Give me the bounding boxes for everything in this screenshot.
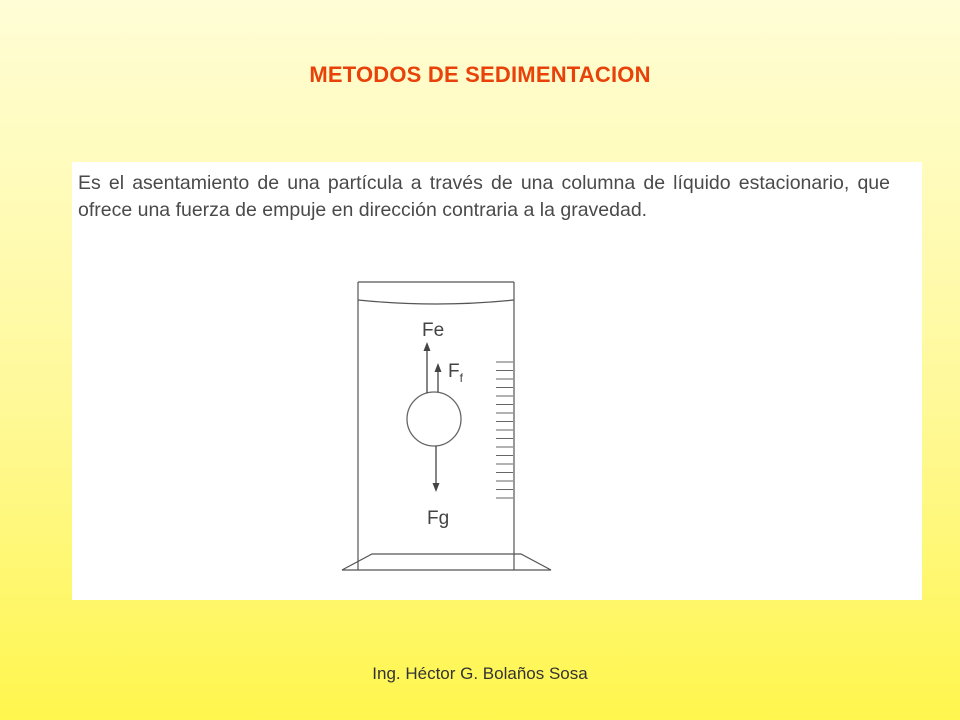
author-footer: Ing. Héctor G. Bolaños Sosa <box>372 664 588 683</box>
friction-force-arrowhead <box>435 363 442 372</box>
particle <box>407 392 461 446</box>
friction-force-label <box>448 361 464 385</box>
cylinder-base <box>342 554 551 570</box>
content-panel <box>72 162 922 600</box>
sedimentation-diagram <box>72 162 922 600</box>
description-text: Es el asentamiento de una partícula a través de una columna de líquido estacionario, que ofrece una fuerza de empuje en dirección contraria a la gravedad. <box>78 172 890 221</box>
buoyant-force-label: Fe <box>422 320 445 341</box>
gravity-force-label: Fg <box>427 508 450 529</box>
liquid-meniscus <box>358 300 514 304</box>
graduation-scale <box>496 362 513 498</box>
gravity-force-arrowhead <box>433 483 440 492</box>
slide-title: METODOS DE SEDIMENTACION <box>309 62 651 87</box>
buoyant-force-arrowhead <box>424 342 431 351</box>
friction-force-label-base: F <box>448 361 460 382</box>
friction-force-label-subscript: f <box>459 371 463 385</box>
